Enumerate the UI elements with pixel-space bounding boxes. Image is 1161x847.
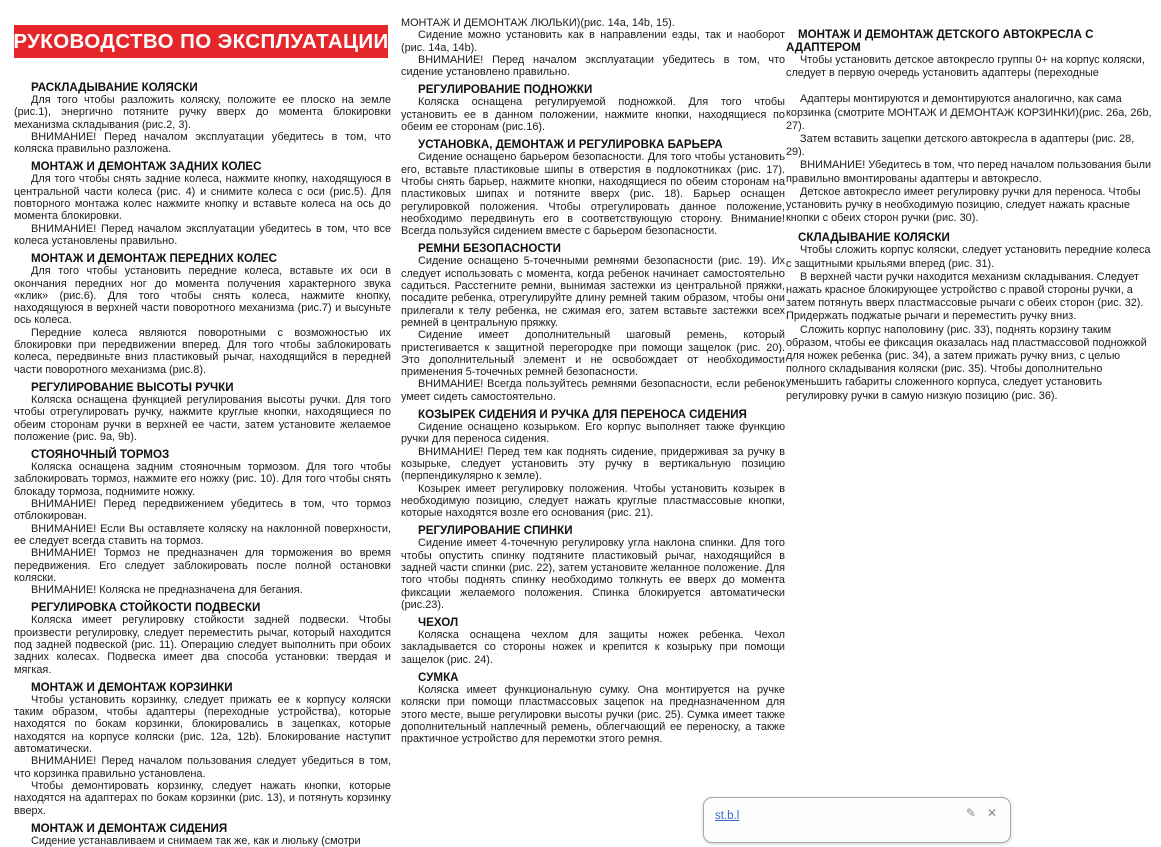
popup-icons (966, 806, 997, 820)
paragraph: Затем вставить зацепки детского автокресла в адаптеры (рис. 28, 29). (786, 133, 1135, 159)
paragraph: Сидение имеет 4-точечную регулировку угла наклона спинки. Для того чтобы опустить спинку подтяните пластиковый рычаг, находящийся в задней части спинки (рис. 22), затем установите желанное положение. Для того чтобы поднять спинку необходимо толкнуть ее вверх до момента фиксации желаемого положения. Спинка блокируется автоматически (рис.23). (401, 537, 785, 611)
paragraph: Сидение имеет дополнительный шаговый ремень, который пристегивается к защитной перегородке при помощи защелок (рис. 20). Это дополнительный элемент и не освобождает от необходимости применения 5-точечных ремней безопасности. (401, 329, 785, 379)
section-parking-brake-heading: СТОЯНОЧНЫЙ ТОРМОЗ (31, 448, 170, 462)
paragraph: Для того чтобы установить передние колеса, вставьте их оси в окончания передних ног до момента получения характерного звука «клик» (рис.6). Для того чтобы снять колеса, нажмите кнопку, находящуюся в верхней части поворотного механизма (рис.7) и высуньте ось колеса. (14, 265, 391, 327)
paragraph: ВНИМАНИЕ! Убедитесь в том, что перед началом пользования были правильно вмонтированы адаптеры и автокресло. (786, 159, 1152, 185)
paragraph: Чтобы установить детское автокресло группы 0+ на корпус коляски, следует в первую очередь установить адаптеры (переходные (786, 54, 1145, 80)
section-rear-wheels-heading: МОНТАЖ И ДЕМОНТАЖ ЗАДНИХ КОЛЕС (31, 160, 262, 174)
section-seat-mounting-heading: МОНТАЖ И ДЕМОНТАЖ СИДЕНИЯ (31, 821, 228, 835)
paragraph: Чтобы сложить корпус коляски, следует установить передние колеса с защитными крыльями вперед (рис. 31). (786, 244, 1151, 270)
section-canopy-heading: КОЗЫРЕК СИДЕНИЯ И РУЧКА ДЛЯ ПЕРЕНОСА СИДЕНИЯ (418, 408, 747, 422)
paragraph: Для того чтобы разложить коляску, положите ее плоско на земле (рис.1), энергично потяните ручку вверх до момента блокировки механизма складывания (рис.2, 3). (14, 94, 391, 131)
section-suspension-heading: РЕГУЛИРОВКА СТОЙКОСТИ ПОДВЕСКИ (31, 601, 261, 615)
paragraph: Коляска оснащена задним стояночным тормозом. Для того чтобы заблокировать тормоз, нажмите его ножку (рис. 10). Для того чтобы снять блокаду тормоза, поднимите ножку. (14, 461, 391, 498)
paragraph: Чтобы демонтировать корзинку, следует нажать кнопки, которые находятся на адаптерах по бокам корзинки (рис. 13), и потянуть корзинку вверх. (14, 779, 391, 817)
column-right (786, 22, 1154, 403)
paragraph: ВНИМАНИЕ! Тормоз не предназначен для торможения во время передвижения. Его следует заблокировать после полной остановки коляски. (14, 547, 391, 584)
paragraph: ВНИМАНИЕ! Перед передвижением убедитесь в том, что тормоз отблокирован. (14, 498, 391, 523)
section-handle-height-heading: РЕГУЛИРОВАНИЕ ВЫСОТЫ РУЧКИ (31, 380, 234, 394)
paragraph: ВНИМАНИЕ! Перед началом эксплуатации убедитесь в том, что коляска правильно разложена. (14, 130, 391, 156)
paragraph: Коляска оснащена чехлом для защиты ножек ребенка. Чехол закладывается со стороны ножек и крепится к козырьку при помощи защелок (рис. 24). (401, 629, 785, 666)
edit-icon[interactable]: ✎ (965, 806, 976, 820)
paragraph: Козырек имеет регулировку положения. Чтобы установить козырек в необходимую позицию, следует нажать круглые пластмассовые кнопки, которые находятся возле его основания (рис. 21). (401, 482, 785, 520)
paragraph: Чтобы установить корзинку, следует прижать ее к корпусу коляски таким образом, чтобы адаптеры (переходные устройства), которые находятся по бокам корзинки, блокировались в зацепках, которые находятся на корпусе коляски (рис. 12a, 12b). Блокирование наступит автоматически. (14, 693, 391, 756)
paragraph: ВНИМАНИЕ! Коляска не предназначена для бегания. (31, 584, 303, 597)
paragraph: ВНИМАНИЕ! Если Вы оставляете коляску на наклонной поверхности, ее следует всегда ставить на тормоз. (14, 522, 391, 547)
paragraph: Коляска оснащена регулируемой подножкой. Для того чтобы установить ее в данном положении, нажмите кнопки, находящиеся по обеим ее сторонам (рис.16). (401, 96, 785, 134)
section-backrest-heading: РЕГУЛИРОВАНИЕ СПИНКИ (418, 524, 573, 538)
paragraph: В верхней части ручки находится механизм складывания. Следует нажать красное блокирующее устройство с правой стороны ручки, а затем потянуть вверх пластмассовые рычаги с обеих сторон (рис. 32). Придержать поджатые рычаги и переместить ручку вниз. (786, 270, 1144, 323)
paragraph: Коляска имеет функциональную сумку. Она монтируется на ручке коляски при помощи пластмассовых зацепок на предназначенном для этого месте, выше регулировки высоты ручки (рис. 25). Сумка имеет также дополнительный наплечный ремень, облегчающий ее переноску, а также практичное устройство для перемотки этого ремня. (401, 684, 785, 746)
column-middle (401, 17, 785, 746)
close-icon[interactable]: ✕ (986, 806, 997, 820)
section-car-seat-adapter-heading: МОНТАЖ И ДЕМОНТАЖ ДЕТСКОГО АВТОКРЕСЛА С АДАПТЕРОМ (786, 28, 1094, 54)
paragraph: ВНИМАНИЕ! Перед тем как поднять сидение, придерживая за ручку в козырьке, следует установить эту ручку в вертикальную позицию (перпендикулярно к земле). (401, 445, 785, 483)
section-bag-heading: СУМКА (418, 671, 459, 685)
section-barrier-heading: УСТАНОВКА, ДЕМОНТАЖ И РЕГУЛИРОВКА БАРЬЕРА (418, 138, 723, 152)
section-front-wheels-heading: МОНТАЖ И ДЕМОНТАЖ ПЕРЕДНИХ КОЛЕС (31, 252, 277, 266)
paragraph: ВНИМАНИЕ! Всегда пользуйтесь ремнями безопасности, если ребенок умеет сидеть самостоятельно. (401, 378, 785, 403)
section-seatbelts-heading: РЕМНИ БЕЗОПАСНОСТИ (418, 242, 561, 256)
column-left (14, 76, 391, 847)
section-folding-heading: СКЛАДЫВАНИЕ КОЛЯСКИ (798, 231, 950, 245)
section-cover-heading: ЧЕХОЛ (418, 616, 459, 630)
paragraph: Передние колеса являются поворотными с возможностью их блокировки при передвижении вперед. Для того чтобы заблокировать колеса, передвиньте вниз пластиковый рычаг, находящийся в передней части поворотного механизма (рис.8). (14, 326, 391, 376)
paragraph: МОНТАЖ И ДЕМОНТАЖ ЛЮЛЬКИ)(рис. 14a, 14b, 15). (401, 17, 675, 29)
section-unfolding-heading: РАСКЛАДЫВАНИЕ КОЛЯСКИ (31, 81, 198, 94)
paragraph: Адаптеры монтируются и демонтируются аналогично, как сама корзинка (смотрите МОНТАЖ И ДЕМОНТАЖ КОРЗИНКИ)(рис. 26a, 26b, 27). (786, 93, 1152, 132)
section-basket-heading: МОНТАЖ И ДЕМОНТАЖ КОРЗИНКИ (31, 680, 233, 694)
paragraph: ВНИМАНИЕ! Перед началом эксплуатации убедитесь в том, что все колеса установлены правильно. (14, 222, 391, 247)
paragraph: Для того чтобы снять задние колеса, нажмите кнопку, находящуюся в центральной части колеса (рис. 4) и снимите колеса с оси (рис.5). Для повторного монтажа колес нажмите кнопку и вставьте колеса на ось до момента блокировки. (14, 173, 391, 223)
title-banner (14, 25, 388, 58)
paragraph: Коляска оснащена функцией регулирования высоты ручки. Для того чтобы отрегулировать ручку, нажмите круглые кнопки, находящиеся по обеим сторонам ручки в верхней ее части, затем установите желаемое положение (рис. 9a, 9b). (14, 393, 391, 443)
paragraph: Сидение оснащено барьером безопасности. Для того чтобы установить его, вставьте пластиковые шипы в отверстия в подлокотниках (рис. 17). Чтобы снять барьер, нажмите кнопки, находящиеся по обеим сторонам на пластиковых шипах и потяните вверх (рис. 18). Барьер оснащен регулировкой положения. Чтобы отрегулировать данное положение, необходимо передвинуть его в соответствующую сторону. Внимание! Всегда пользуйся сидением вместе с барьером безопасности. (401, 151, 785, 238)
page-title: РУКОВОДСТВО ПО ЭКСПЛУАТАЦИИ (13, 29, 389, 53)
section-footrest-heading: РЕГУЛИРОВАНИЕ ПОДНОЖКИ (418, 83, 593, 97)
popup-toolbar[interactable] (703, 797, 1011, 843)
paragraph: ВНИМАНИЕ! Перед началом эксплуатации убедитесь в том, что сидение установлено правильно. (401, 53, 785, 79)
paragraph: Детское автокресло имеет регулировку ручки для переноса. Чтобы установить ручку в необходимую позицию, следует нажать красные кнопки с обеих сторон ручки (рис. 30). (786, 185, 1141, 225)
paragraph: Сидение оснащено 5-точечными ремнями безопасности (рис. 19). Их следует использовать с момента, когда ребенок начинает самостоятельно садиться. Расстегните ремни, вынимая застежки из центральной пряжки, посадите ребенка, отрегулируйте длину ремней таким образом, чтобы они прилегали к телу ребенка, не сжимая его, затем вставьте застежки всех ремней в центральную пряжку. (401, 255, 785, 329)
popup-link[interactable]: st.b.l (715, 810, 740, 822)
paragraph: ВНИМАНИЕ! Перед началом пользования следует убедиться в том, что корзинка правильно установлена. (14, 755, 391, 780)
paragraph: Коляска имеет регулировку стойкости задней подвески. Чтобы произвести регулировку, следует переместить рычаг, который находится под задней подвеской (рис. 11). Операцию следует выполнить при обоих задних колесах. Подвеска имеет два способа установки: твердая и мягкая. (14, 614, 391, 676)
paragraph: Сидение можно установить как в направлении езды, так и наоборот (рис. 14a, 14b). (401, 29, 785, 54)
paragraph: Сидение устанавливаем и снимаем так же, как и люльку (смотри (31, 834, 361, 847)
paragraph: Сложить корпус наполовину (рис. 33), поднять корзину таким образом, чтобы ее фиксация оказалась над пластмассовой подножкой для ножек ребенка (рис. 34), а затем прижать ручку вниз, с целью полного складывания коляски (рис. 35). Чтобы дополнительно уменьшить габариты сложенного корпуса, следует установить регулировку ручки в самую низкую позицию (рис. 36). (786, 323, 1147, 402)
paragraph: Сидение оснащено козырьком. Его корпус выполняет также функцию ручки для переноса сидения. (401, 421, 785, 446)
